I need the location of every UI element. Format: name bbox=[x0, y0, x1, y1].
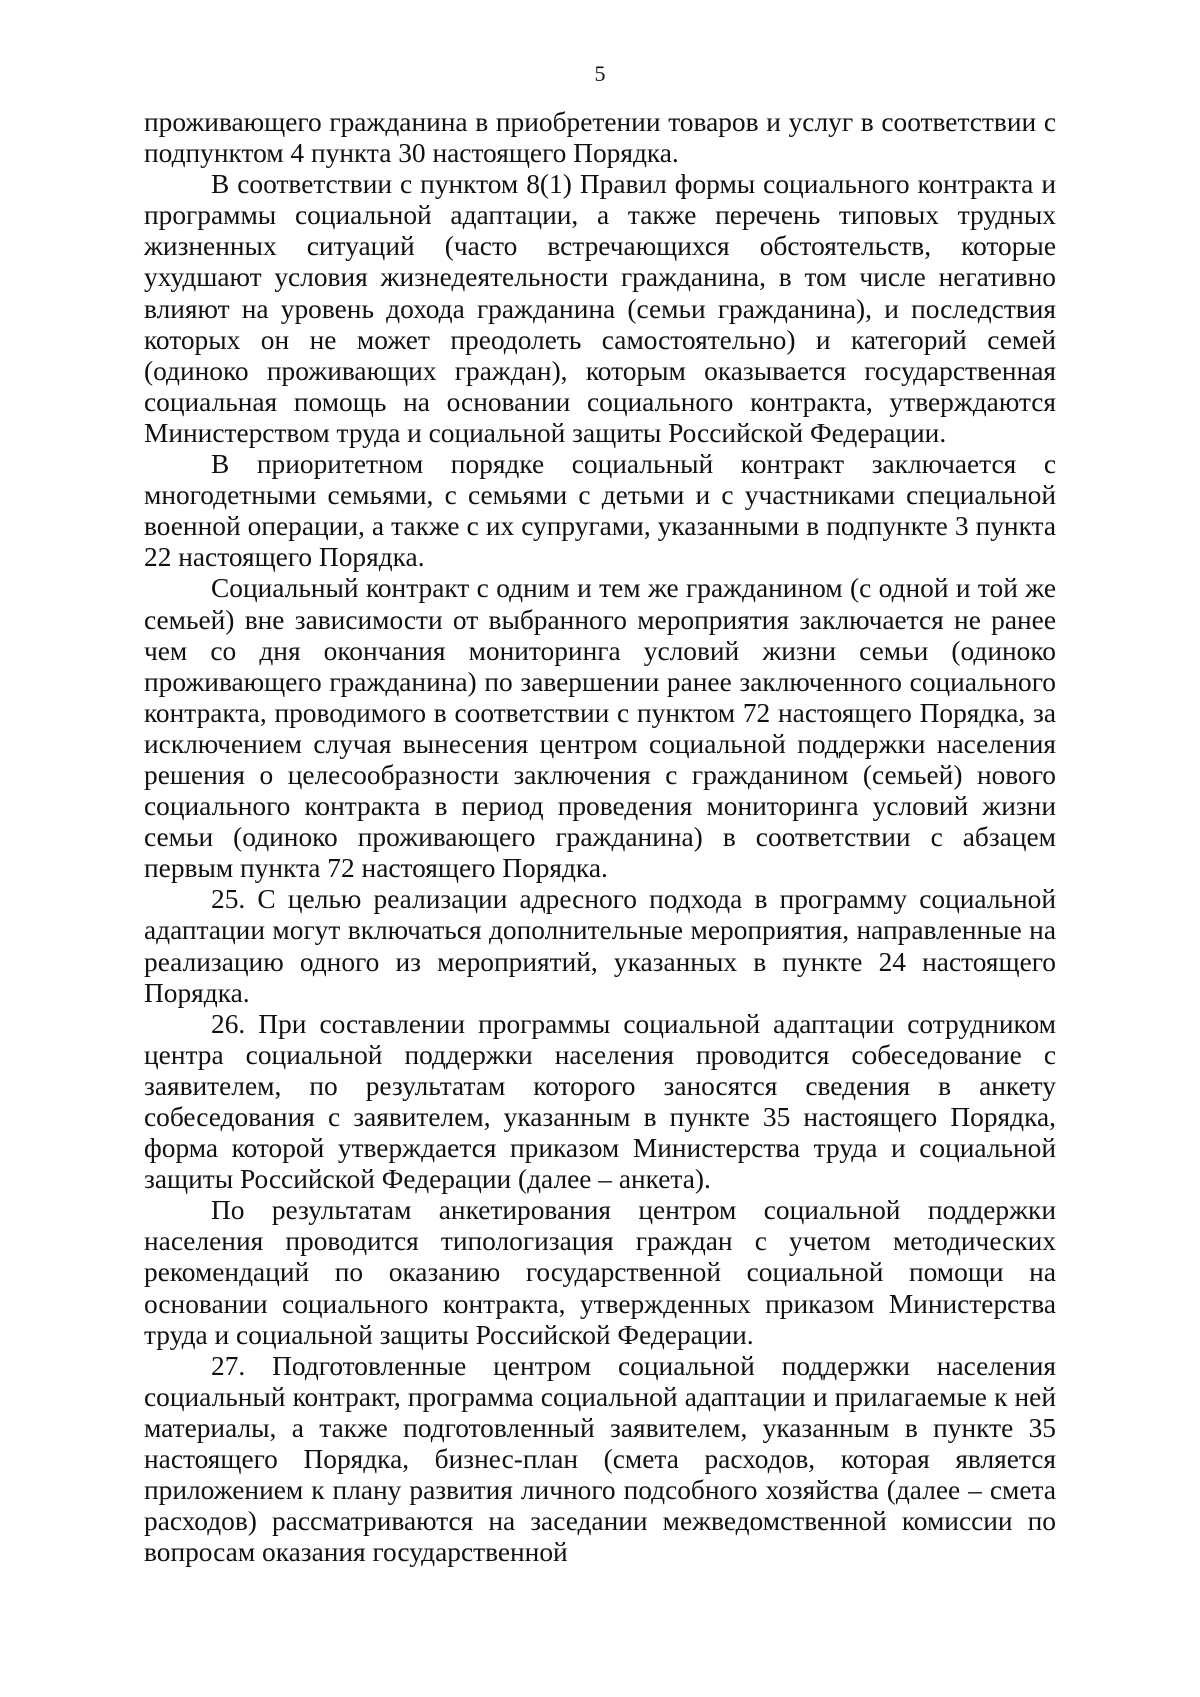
paragraph: В соответствии с пунктом 8(1) Правил формы социального контракта и программы социальной адаптации, а также перечень типовых трудных жизненных ситуаций (часто встречающихся обстоятельств, которые ухудшают условия жизнедеятельности гражданина, в том числе негативно влияют на уровень дохода гражданина (семьи гражданина), и последствия которых он не может преодолеть самостоятельно) и категорий семей (одиноко проживающих граждан), которым оказывается государственная социальная помощь на основании социального контракта, утверждаются Министерством труда и социальной защиты Российской Федерации. bbox=[144, 169, 1056, 448]
paragraph-item-26: 26. При составлении программы социальной адаптации сотрудником центра социальной поддержки населения проводится собеседование с заявителем, по результатам которого заносятся сведения в анкету собеседования с заявителем, указанным в пункте 35 настоящего Порядка, форма которой утверждается приказом Министерства труда и социальной защиты Российской Федерации (далее – анкета). bbox=[144, 1008, 1056, 1195]
paragraph: По результатам анкетирования центром социальной поддержки населения проводится типологизация граждан с учетом методических рекомендаций по оказанию государственной социальной помощи на основании социального контракта, утвержденных приказом Министерства труда и социальной защиты Российской Федерации. bbox=[144, 1195, 1056, 1350]
paragraph: В приоритетном порядке социальный контракт заключается с многодетными семьями, с семьями с детьми и с участниками специальной военной операции, а также с их супругами, указанными в подпункте 3 пункта 22 настоящего Порядка. bbox=[144, 449, 1056, 573]
document-body bbox=[144, 107, 1056, 1568]
paragraph: Социальный контракт с одним и тем же гражданином (с одной и той же семьей) вне зависимости от выбранного мероприятия заключается не ранее чем со дня окончания мониторинга условий жизни семьи (одиноко проживающего гражданина) по завершении ранее заключенного социального контракта, проводимого в соответствии с пунктом 72 настоящего Порядка, за исключением случая вынесения центром социальной поддержки населения решения о целесообразности заключения с гражданином (семьей) нового социального контракта в период проведения мониторинга условий жизни семьи (одиноко проживающего гражданина) в соответствии с абзацем первым пункта 72 настоящего Порядка. bbox=[144, 573, 1056, 884]
paragraph-item-27: 27. Подготовленные центром социальной поддержки населения социальный контракт, программа социальной адаптации и прилагаемые к ней материалы, а также подготовленный заявителем, указанным в пункте 35 настоящего Порядка, бизнес-план (смета расходов, которая является приложением к плану развития личного подсобного хозяйства (далее – смета расходов) рассматриваются на заседании межведомственной комиссии по вопросам оказания государственной bbox=[144, 1350, 1056, 1568]
page-number: 5 bbox=[594, 61, 606, 86]
paragraph-continuation: проживающего гражданина в приобретении товаров и услуг в соответствии с подпунктом 4 пункта 30 настоящего Порядка. bbox=[144, 107, 1056, 169]
paragraph-item-25: 25. С целью реализации адресного подхода в программу социальной адаптации могут включаться дополнительные мероприятия, направленные на реализацию одного из мероприятий, указанных в пункте 24 настоящего Порядка. bbox=[144, 884, 1056, 1008]
